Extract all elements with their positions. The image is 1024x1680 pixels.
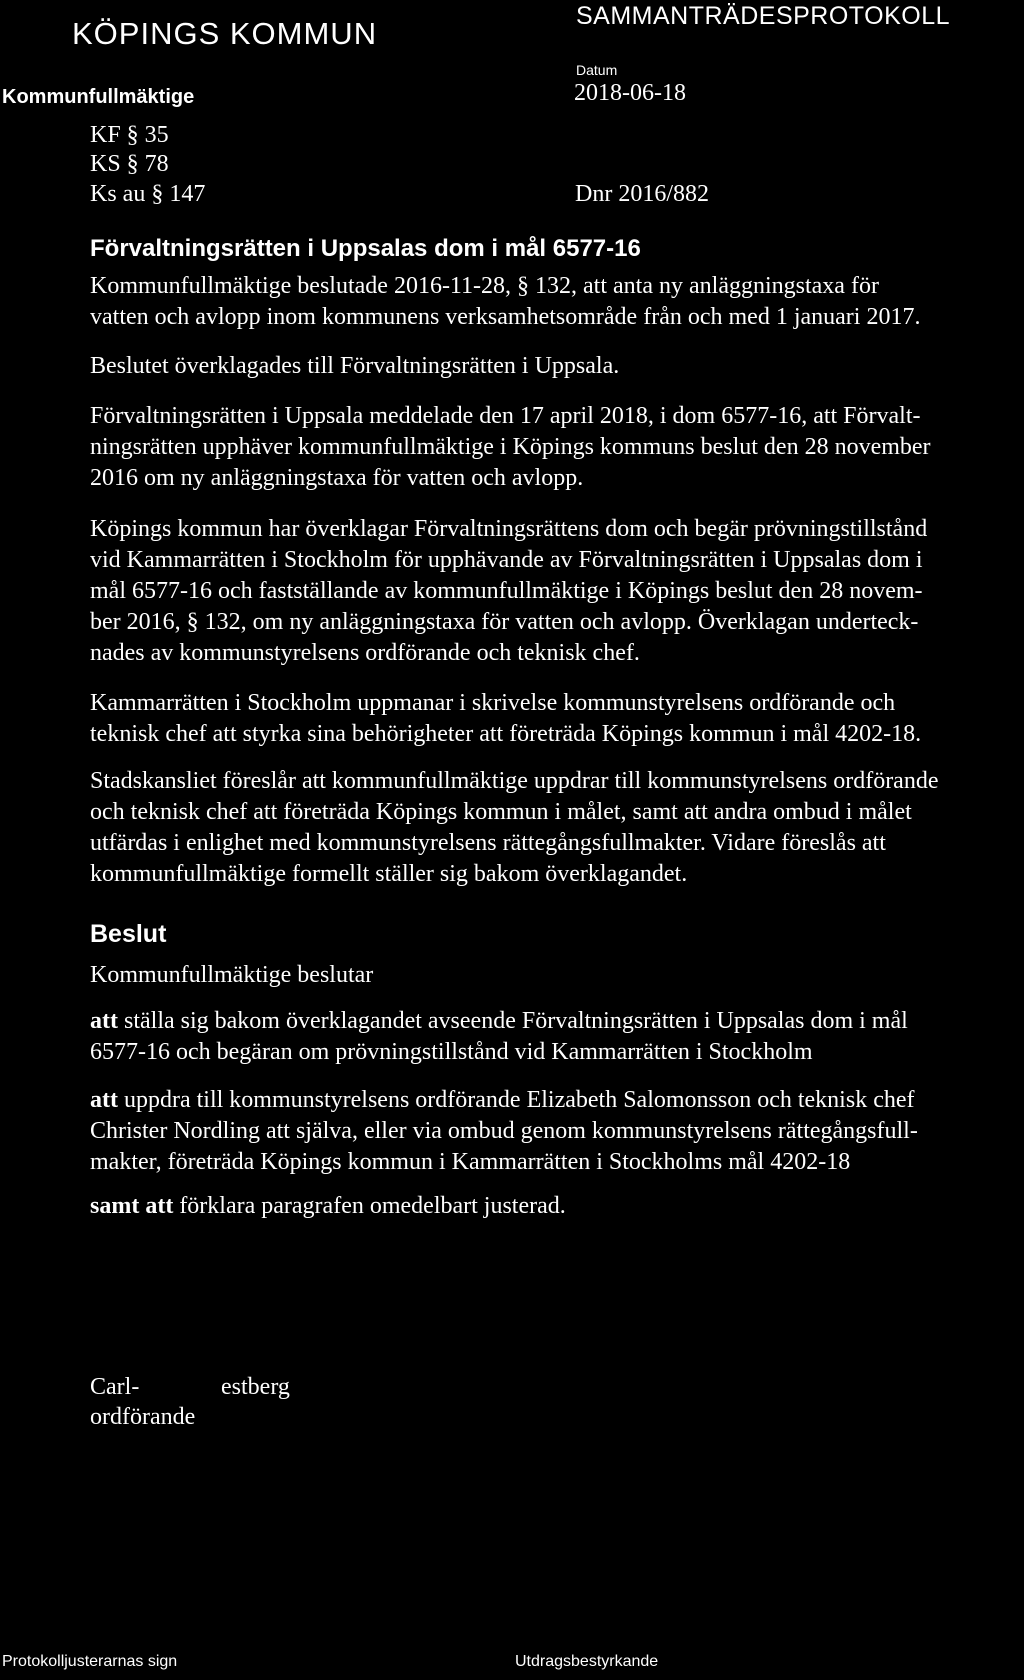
decision-text: makter, företräda Köpings kommun i Kammarrätten i Stockholms mål 4202-18: [90, 1149, 851, 1175]
paragraph: [90, 514, 1020, 669]
paragraph-line: och teknisk chef att företräda Köpings kommun i målet, samt att andra ombud i målet: [90, 799, 912, 825]
decision-keyword: att: [90, 1008, 118, 1034]
footer-left: Protokolljusterarnas sign: [2, 1653, 178, 1670]
paragraph: [90, 401, 1020, 494]
paragraph-line: Kammarrätten i Stockholm uppmanar i skrivelse kommunstyrelsens ordförande och: [90, 690, 896, 716]
reference-ks-au: Ks au § 147: [90, 181, 206, 207]
signature-name-part2: estberg: [221, 1374, 290, 1400]
decision-text: 6577-16 och begäran om prövningstillstånd vid Kammarrätten i Stockholm: [90, 1039, 813, 1065]
paragraph-line: ber 2016, § 132, om ny anläggningstaxa för vatten och avlopp. Överklagan underteck-: [90, 609, 919, 635]
decision-item: [90, 1191, 1020, 1222]
paragraph-line: Stadskansliet föreslår att kommunfullmäktige uppdrar till kommunstyrelsens ordförande: [90, 768, 939, 794]
signature-name-part1: Carl-: [90, 1374, 140, 1400]
paragraph-line: Förvaltningsrätten i Uppsala meddelade den 17 april 2018, i dom 6577-16, att Förvalt-: [90, 403, 921, 429]
paragraph: [90, 351, 1020, 382]
diary-number: Dnr 2016/882: [575, 181, 709, 207]
document-type: SAMMANTRÄDESPROTOKOLL: [576, 2, 951, 30]
date-label: Datum: [576, 62, 618, 78]
decision-text: Christer Nordling att själva, eller via ombud genom kommunstyrelsens rättegångsfull-: [90, 1118, 918, 1144]
decision-heading: Beslut: [90, 920, 167, 948]
reference-ks: KS § 78: [90, 151, 169, 177]
decision-text: uppdra till kommunstyrelsens ordförande Elizabeth Salomonsson och teknisk chef: [117, 1087, 915, 1113]
paragraph: [90, 688, 1020, 750]
paragraph-line: nades av kommunstyrelsens ordförande och teknisk chef.: [90, 640, 640, 666]
body-name: Kommunfullmäktige: [2, 86, 195, 108]
decision-item: [90, 1085, 1020, 1178]
decision-text: förklara paragrafen omedelbart justerad.: [173, 1193, 566, 1219]
paragraph-line: mål 6577-16 och fastställande av kommunfullmäktige i Köpings beslut den 28 novem-: [90, 578, 923, 604]
date-value: 2018-06-18: [574, 80, 686, 106]
paragraph-line: Beslutet överklagades till Förvaltningsrätten i Uppsala.: [90, 353, 620, 379]
decision-keyword: samt att: [90, 1193, 174, 1219]
paragraph-line: vatten och avlopp inom kommunens verksamhetsområde från och med 1 januari 2017.: [90, 304, 921, 330]
paragraph-line: vid Kammarrätten i Stockholm för upphävande av Förvaltningsrätten i Uppsalas dom i: [90, 547, 923, 573]
section-heading: Förvaltningsrätten i Uppsalas dom i mål 6577-16: [90, 235, 641, 262]
paragraph-line: utfärdas i enlighet med kommunstyrelsens rättegångsfullmakter. Vidare föreslås att: [90, 830, 886, 856]
paragraph: [90, 271, 1020, 333]
paragraph-line: Köpings kommun har överklagar Förvaltningsrättens dom och begär prövningstillstånd: [90, 516, 928, 542]
paragraph-line: ningsrätten upphäver kommunfullmäktige i Köpings kommuns beslut den 28 november: [90, 434, 931, 460]
reference-kf: KF § 35: [90, 122, 169, 148]
decision-intro-text: Kommunfullmäktige beslutar: [90, 962, 374, 988]
paragraph-line: Kommunfullmäktige beslutade 2016-11-28, § 132, att anta ny anläggningstaxa för: [90, 273, 879, 299]
decision-item: [90, 1006, 1020, 1068]
paragraph-line: teknisk chef att styrka sina behörigheter att företräda Köpings kommun i mål 4202-18.: [90, 721, 922, 747]
paragraph-line: 2016 om ny anläggningstaxa för vatten och avlopp.: [90, 465, 584, 491]
decision-intro: [90, 960, 1020, 991]
decision-text: ställa sig bakom överklagandet avseende Förvaltningsrätten i Uppsalas dom i mål: [117, 1008, 908, 1034]
decision-keyword: att: [90, 1087, 118, 1113]
footer-right: Utdragsbestyrkande: [515, 1653, 659, 1670]
paragraph-line: kommunfullmäktige formellt ställer sig bakom överklagandet.: [90, 861, 688, 887]
paragraph: [90, 766, 1020, 890]
signature-role: ordförande: [90, 1404, 196, 1430]
organization-name: KÖPINGS KOMMUN: [72, 16, 378, 51]
